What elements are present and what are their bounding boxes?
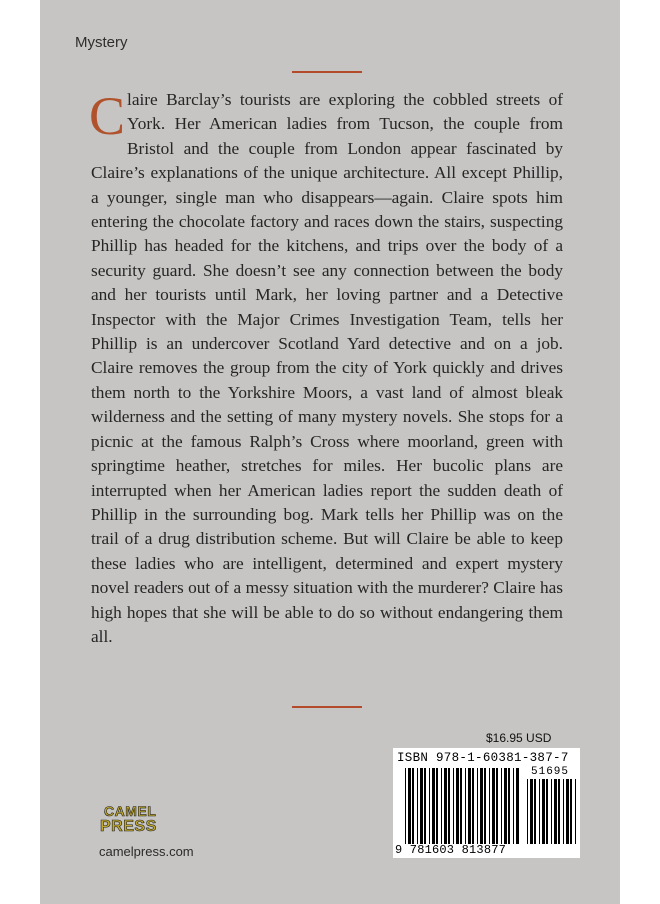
barcode-bar — [444, 768, 447, 844]
barcode-bar — [508, 768, 510, 844]
barcode-bar — [408, 768, 411, 844]
barcode-bar — [468, 768, 471, 844]
barcode-bar — [551, 779, 552, 844]
barcode-bar — [480, 768, 483, 844]
barcode-bar — [566, 779, 569, 844]
barcode-bar — [496, 768, 498, 844]
barcode-bar — [453, 768, 454, 844]
barcode-bar — [516, 768, 519, 844]
price-addon-number: 51695 — [531, 766, 570, 778]
barcode-bar — [417, 768, 418, 844]
publisher-logo — [100, 804, 166, 836]
barcode-bar — [436, 768, 438, 844]
barcode-bar — [472, 768, 474, 844]
bottom-divider — [292, 706, 362, 708]
barcode-bar — [558, 779, 560, 844]
barcode-bar — [570, 779, 572, 844]
logo-line-1: CAMEL — [104, 803, 157, 819]
barcode-bar — [460, 768, 462, 844]
barcode-bar — [546, 779, 548, 844]
ean-digits: 9 781603 813877 — [395, 843, 507, 857]
barcode-bar — [456, 768, 459, 844]
top-divider — [292, 71, 362, 73]
barcode-bar — [429, 768, 430, 844]
back-cover — [40, 0, 620, 904]
logo-line-2: PRESS — [100, 818, 157, 835]
barcode-bar — [501, 768, 502, 844]
isbn-number: ISBN 978-1-60381-387-7 — [397, 751, 569, 765]
publisher-website: camelpress.com — [99, 844, 194, 859]
blurb-text — [91, 88, 563, 649]
barcode-bar — [477, 768, 478, 844]
barcode-bar — [513, 768, 514, 844]
barcode — [393, 748, 580, 858]
barcode-bar — [448, 768, 450, 844]
barcode-bar — [424, 768, 426, 844]
barcode-bar — [405, 768, 406, 844]
barcode-bar — [527, 779, 528, 844]
barcode-bar — [412, 768, 414, 844]
barcode-bar — [530, 779, 533, 844]
barcode-bar — [489, 768, 490, 844]
barcode-bar — [539, 779, 540, 844]
barcode-bar — [554, 779, 557, 844]
genre-label: Mystery — [75, 34, 128, 51]
blurb-dropcap: C — [89, 86, 126, 146]
barcode-bar — [465, 768, 466, 844]
barcode-bar — [432, 768, 435, 844]
barcode-bar — [542, 779, 545, 844]
barcode-bar — [492, 768, 495, 844]
barcode-bar — [484, 768, 486, 844]
barcode-bar — [575, 779, 576, 844]
barcode-bar — [420, 768, 423, 844]
barcode-bar — [441, 768, 442, 844]
blurb-body: laire Barclay’s tourists are exploring the cobbled streets of York. Her American ladies from Tucson, the couple from Bristol and the couple from London appear fascinated by Claire’s explanations of the unique architecture. All except Phillip, a younger, single man who disappears—again. Claire spots him entering the chocolate factory and races down the stairs, suspecting Phillip has headed for the kitchens, and trips over the body of a security guard. She doesn’t see any connection between the body and her tourists until Mark, her loving partner and a Detective Inspector with the Major Crimes Investigation Team, tells her Phillip is an undercover Scotland Yard detective and on a job. Claire removes the group from the city of York quickly and drives them north to the Yorkshire Moors, a vast land of almost bleak wilderness and the setting of many mystery novels. She stops for a picnic at the famous Ralph’s Cross where moorland, green with springtime heather, stretches for miles. Her bucolic plans are interrupted when her American ladies report the sudden death of Phillip in the surrounding bog. Mark tells her Phillip was on the trail of a drug distribution scheme. But will Claire be able to keep these ladies who are intelligent, determined and expert mystery novel readers out of a messy situation with the murderer? Claire has high hopes that she will be able to do so without endangering them all. — [91, 90, 563, 646]
barcode-bar — [534, 779, 536, 844]
barcode-bar — [563, 779, 564, 844]
barcode-bar — [504, 768, 507, 844]
price-label: $16.95 USD — [486, 731, 552, 745]
